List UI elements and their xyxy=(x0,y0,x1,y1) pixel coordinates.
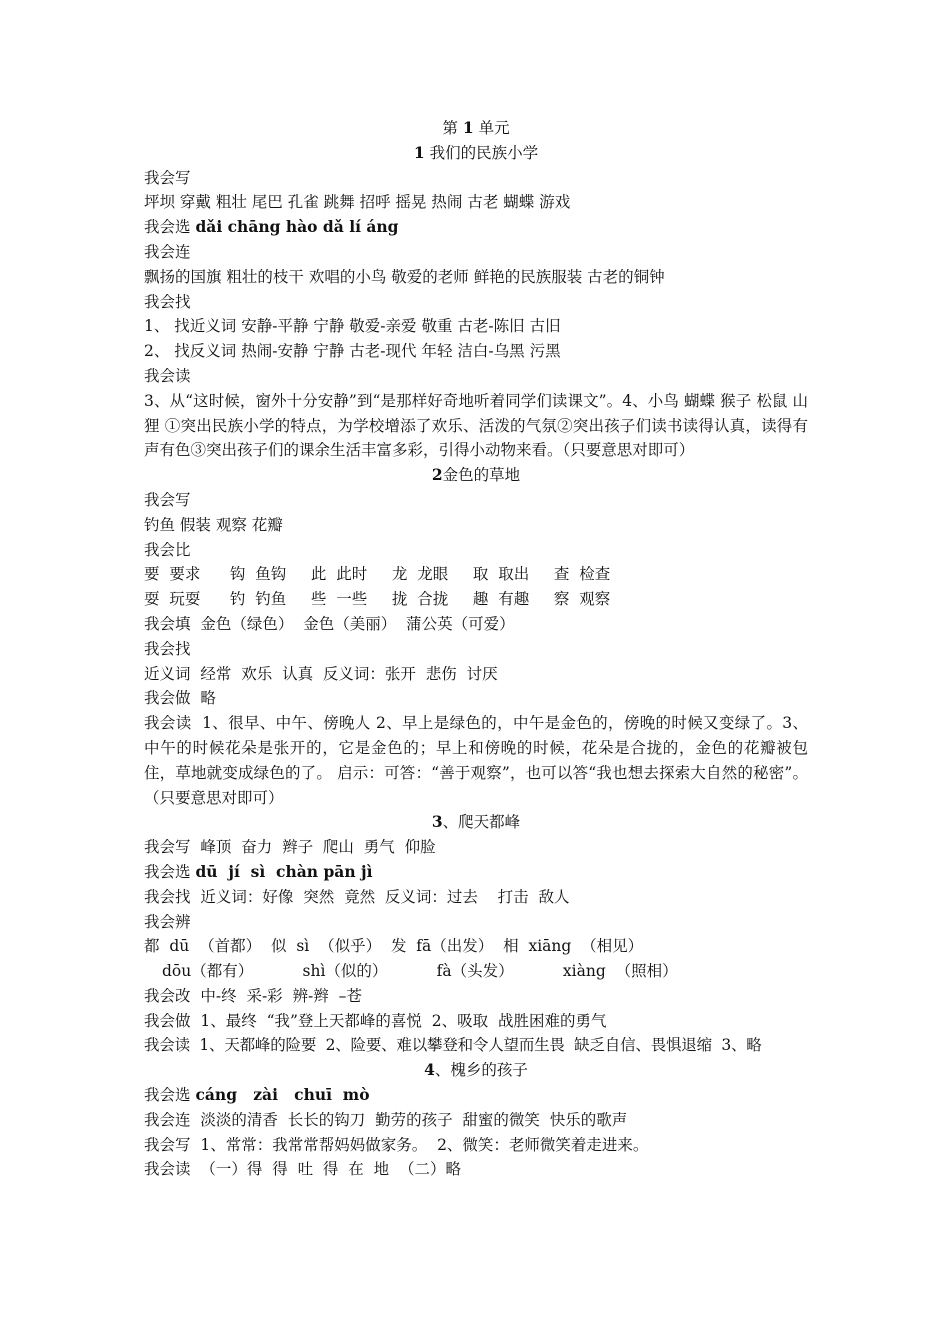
section-heading: 我会写 xyxy=(144,168,191,187)
select-row xyxy=(144,215,808,240)
section-heading: 我会找 xyxy=(144,292,191,311)
compare-row-1: 要 要求 钩 鱼钩 此 此时 龙 龙眼 取 取出 查 检查 xyxy=(144,565,611,584)
read-answers: 我会读 （一）得 得 吐 得 在 地 （二）略 xyxy=(144,1160,461,1179)
compare-row-2: 耍 玩耍 钓 钓鱼 些 一些 拢 合拢 趣 有趣 察 观察 xyxy=(144,590,611,609)
distinguish-row-1: 都 dū （首都） 似 sì （似乎） 发 fā（出发） 相 xiāng （相见） xyxy=(144,937,644,956)
find-answers: 我会找 近义词：好像 突然 竟然 反义词：过去 打击 敌人 xyxy=(144,887,570,906)
section-heading: 我会连 xyxy=(144,242,191,261)
lesson-2-title xyxy=(144,463,808,488)
pinyin-answers: cáng zài chuī mò xyxy=(195,1085,370,1105)
connect-answers: 飘扬的国旗 粗壮的枝干 欢唱的小鸟 敬爱的老师 鲜艳的民族服装 古老的铜钟 xyxy=(144,267,665,286)
find-answers: 近义词 经常 欢乐 认真 反义词：张开 悲伤 讨厌 xyxy=(144,664,498,683)
write-words: 钓鱼 假装 观察 花瓣 xyxy=(144,515,283,534)
lesson-number: 4 xyxy=(424,1060,435,1080)
unit-suffix: 单元 xyxy=(478,119,510,137)
lesson-title-text: 、爬天都峰 xyxy=(442,813,521,832)
section-heading: 我会写 xyxy=(144,490,191,509)
section-heading: 我会读 xyxy=(144,366,191,385)
lesson-1-title xyxy=(144,141,808,166)
read-answers: 3、从“这时候，窗外十分安静”到“是那样好奇地听着同学们读课文”。4、小鸟 蝴蝶 猴子 松鼠 山狸 ①突出民族小学的特点，为学校增添了欢乐、活泼的气氛②突出孩子们读书读得认真，读得有声有色③突出孩子们的课余生活丰富多彩，引得小动物来看。（只要意思对即可） xyxy=(144,391,808,460)
pinyin-answers: dǎi chāng hào dǎ lí áng xyxy=(195,217,399,237)
section-heading: 我会辨 xyxy=(144,912,191,931)
lesson-number: 1 xyxy=(413,142,425,162)
change-answers: 我会改 中-终 采-彩 辨-辫 –苍 xyxy=(144,986,362,1005)
lesson-title-text: 金色的草地 xyxy=(442,466,521,485)
section-heading: 我会选 xyxy=(144,862,191,881)
document-page xyxy=(144,116,808,1182)
write-words: 我会写 峰顶 奋力 辫子 爬山 勇气 仰脸 xyxy=(144,838,436,857)
section-heading: 我会选 xyxy=(144,218,191,237)
select-row xyxy=(144,1083,808,1108)
read-answers: 我会读 1、天都峰的险要 2、险要、难以攀登和令人望而生畏 缺乏自信、畏惧退缩 3、略 xyxy=(144,1036,762,1055)
lesson-number: 2 xyxy=(431,465,443,485)
section-heading: 我会比 xyxy=(144,540,191,559)
pinyin-answers: dū jí sì chàn pān jì xyxy=(195,861,373,881)
section-heading: 我会找 xyxy=(144,639,191,658)
distinguish-row-2: dōu（都有） shì（似的） fà（头发） xiàng （照相） xyxy=(162,962,678,981)
lesson-4-title xyxy=(144,1058,808,1083)
write-words: 坪坝 穿戴 粗壮 尾巴 孔雀 跳舞 招呼 摇晃 热闹 古老 蝴蝶 游戏 xyxy=(144,193,571,212)
lesson-3-title xyxy=(144,810,808,835)
unit-label: 第 xyxy=(442,119,458,137)
connect-answers: 我会连 淡淡的清香 长长的钩刀 勤劳的孩子 甜蜜的微笑 快乐的歌声 xyxy=(144,1110,628,1129)
section-heading: 我会选 xyxy=(144,1086,191,1105)
lesson-title-text: 、槐乡的孩子 xyxy=(434,1061,528,1080)
lesson-title-text: 我们的民族小学 xyxy=(429,143,539,162)
unit-number: 1 xyxy=(462,118,474,137)
write-answers: 我会写 1、常常：我常常帮妈妈做家务。 2、微笑：老师微笑着走进来。 xyxy=(144,1135,649,1154)
read-answers: 我会读 1、很早、中午、傍晚人 2、早上是绿色的，中午是金色的，傍晚的时候又变绿了。3、中午的时候花朵是张开的，它是金色的；早上和傍晚的时候，花朵是合拢的，金色的花瓣被包住，草地就变成绿色的了。 启示：可答：“善于观察”，也可以答“我也想去探索大自然的秘密”。（只要意思对即可） xyxy=(144,714,808,807)
find-antonyms: 2、 找反义词 热闹-安静 宁静 古老-现代 年轻 洁白-乌黑 污黑 xyxy=(144,342,561,361)
unit-heading xyxy=(144,116,808,141)
do-answers: 我会做 1、最终 “我”登上天都峰的喜悦 2、吸取 战胜困难的勇气 xyxy=(144,1011,607,1030)
do-answers: 我会做 略 xyxy=(144,689,216,708)
lesson-number: 3 xyxy=(431,812,443,832)
find-synonyms: 1、 找近义词 安静-平静 宁静 敬爱-亲爱 敬重 古老-陈旧 古旧 xyxy=(144,317,561,336)
fill-answers: 我会填 金色（绿色） 金色（美丽） 蒲公英（可爱） xyxy=(144,614,515,633)
select-row xyxy=(144,860,808,885)
